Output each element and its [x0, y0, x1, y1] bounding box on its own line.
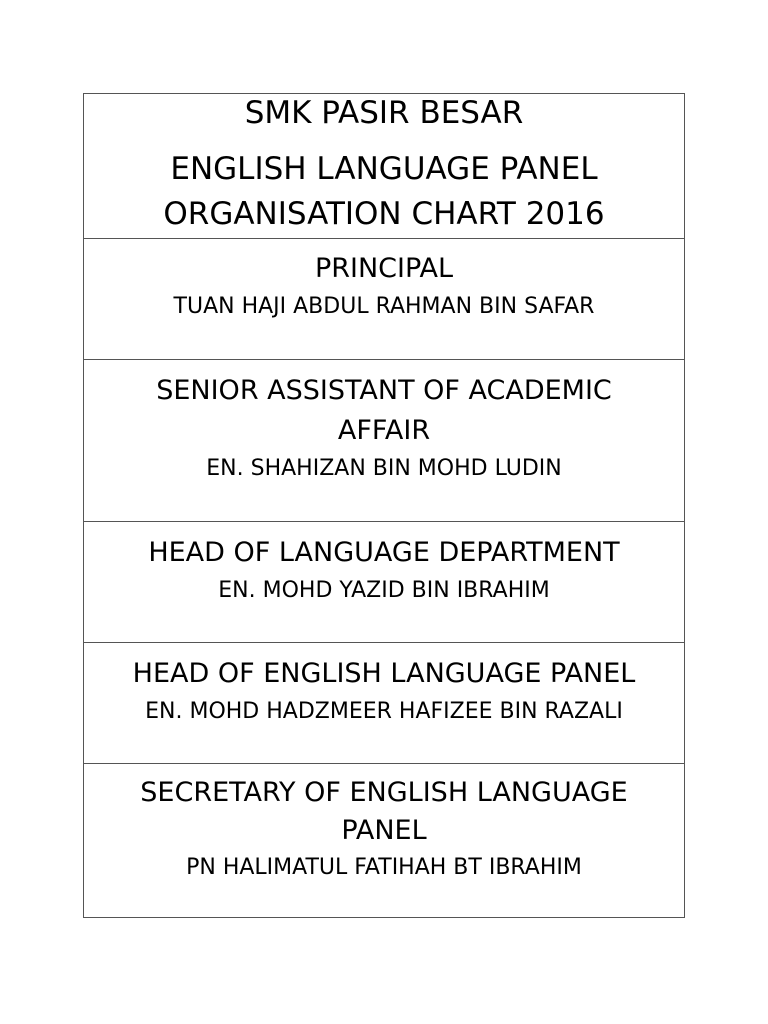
position-person: EN. SHAHIZAN BIN MOHD LUDIN [206, 456, 562, 481]
school-name: SMK PASIR BESAR [244, 95, 524, 131]
chart-header [84, 94, 684, 238]
position-senior-assistant [84, 359, 684, 521]
position-principal [84, 238, 684, 359]
chart-title-line-2: ORGANISATION CHART 2016 [163, 196, 605, 232]
position-role: HEAD OF LANGUAGE DEPARTMENT [148, 537, 620, 568]
position-person: TUAN HAJI ABDUL RAHMAN BIN SAFAR [173, 294, 595, 319]
chart-title-line-1: ENGLISH LANGUAGE PANEL [170, 151, 598, 187]
position-head-of-english-panel [84, 642, 684, 763]
position-person: EN. MOHD YAZID BIN IBRAHIM [218, 578, 550, 603]
position-role: HEAD OF ENGLISH LANGUAGE PANEL [132, 658, 636, 689]
position-role: PRINCIPAL [314, 253, 454, 284]
position-role: SECRETARY OF ENGLISH LANGUAGE PANEL [140, 777, 628, 846]
organisation-chart-table [83, 93, 685, 918]
position-role: SENIOR ASSISTANT OF ACADEMIC AFFAIR [156, 375, 612, 446]
chart-title [84, 147, 684, 237]
position-person: EN. MOHD HADZMEER HAFIZEE BIN RAZALI [145, 699, 623, 724]
position-secretary [84, 763, 684, 917]
position-head-of-language-department [84, 521, 684, 642]
position-person: PN HALIMATUL FATIHAH BT IBRAHIM [186, 855, 582, 880]
